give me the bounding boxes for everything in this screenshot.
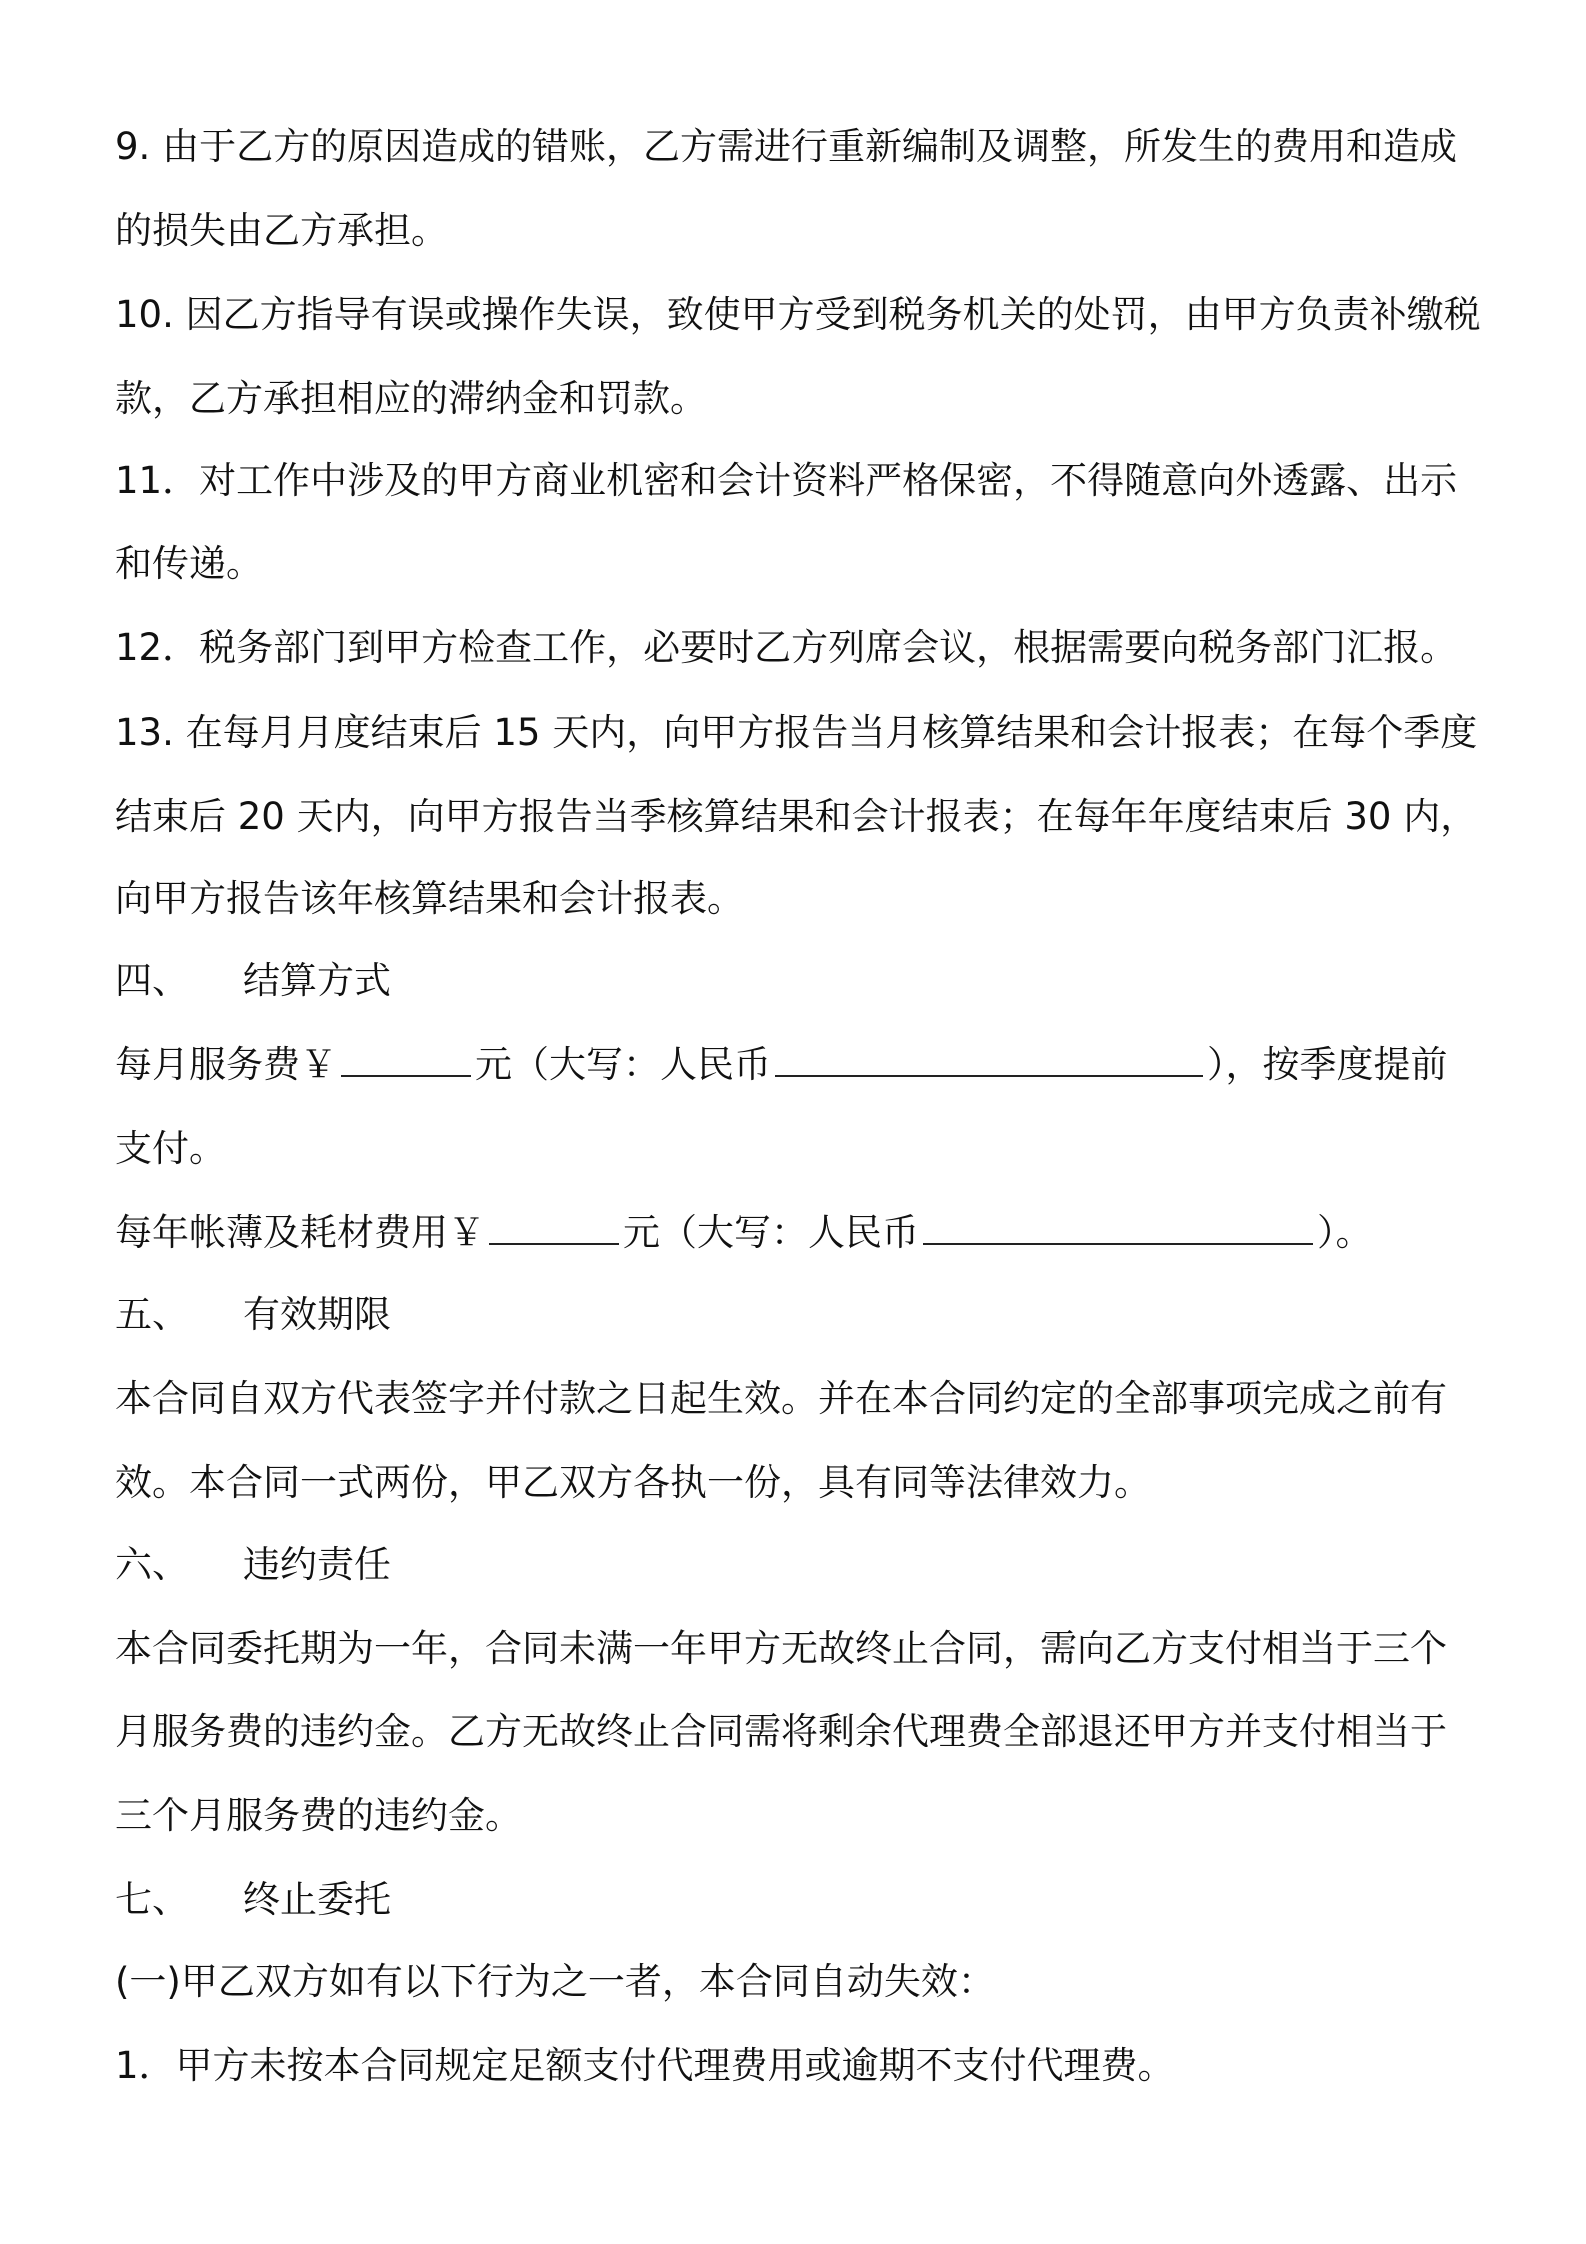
monthly-fee-line-2: 支付。 [115, 1127, 226, 1170]
clause-11-line-1: 11．对工作中涉及的甲方商业机密和会计资料严格保密，不得随意向外透露、出示 [115, 459, 1458, 502]
section-7-subsection-1: (一)甲乙双方如有以下行为之一者，本合同自动失效： [115, 1960, 995, 2003]
material-fee-label: 每年帐薄及耗材费用￥ [115, 1211, 485, 1254]
monthly-fee-label: 每月服务费￥ [115, 1043, 337, 1086]
clause-9-line-2: 的损失由乙方承担。 [115, 209, 448, 252]
section-4-heading [115, 955, 391, 1007]
clause-12-line-1: 12．税务部门到甲方检查工作，必要时乙方列席会议，根据需要向税务部门汇报。 [115, 626, 1458, 669]
section-6-number: 六、 [115, 1543, 189, 1586]
clause-10-line-1: 10. 因乙方指导有误或操作失误，致使甲方受到税务机关的处罚，由甲方负责补缴税 [115, 293, 1481, 336]
clause-13-line-3: 向甲方报告该年核算结果和会计报表。 [115, 877, 744, 920]
section-6-line-2: 月服务费的违约金。乙方无故终止合同需将剩余代理费全部退还甲方并支付相当于 [115, 1710, 1447, 1753]
material-fee-line [115, 1207, 1373, 1259]
section-4-title: 结算方式 [243, 959, 391, 1002]
section-5-heading [115, 1289, 391, 1341]
section-5-line-2: 效。本合同一式两份，甲乙双方各执一份，具有同等法律效力。 [115, 1461, 1151, 1504]
monthly-fee-tail: ），按季度提前 [1207, 1043, 1448, 1086]
material-fee-capital-label: 元（大写：人民币 [623, 1211, 919, 1254]
clause-13-line-2: 结束后 20 天内，向甲方报告当季核算结果和会计报表；在每年年度结束后 30 内， [115, 795, 1478, 838]
clause-13-line-1: 13. 在每月月度结束后 15 天内，向甲方报告当月核算结果和会计报表；在每个季度 [115, 711, 1478, 754]
monthly-fee-amount-blank[interactable] [341, 1045, 471, 1077]
section-5-number: 五、 [115, 1293, 189, 1336]
section-7-number: 七、 [115, 1878, 189, 1921]
section-6-heading [115, 1539, 391, 1591]
section-5-line-1: 本合同自双方代表签字并付款之日起生效。并在本合同约定的全部事项完成之前有 [115, 1377, 1447, 1420]
section-7-title: 终止委托 [243, 1878, 391, 1921]
monthly-fee-line [115, 1039, 1448, 1091]
clause-9-line-1: 9. 由于乙方的原因造成的错账，乙方需进行重新编制及调整，所发生的费用和造成 [115, 125, 1458, 168]
section-6-title: 违约责任 [243, 1543, 391, 1586]
clause-11-line-2: 和传递。 [115, 542, 263, 585]
monthly-fee-capital-label: 元（大写：人民币 [475, 1043, 771, 1086]
material-fee-tail: ）。 [1317, 1211, 1373, 1254]
section-4-number: 四、 [115, 959, 189, 1002]
section-7-heading [115, 1874, 391, 1926]
section-6-line-3: 三个月服务费的违约金。 [115, 1794, 522, 1837]
monthly-fee-capital-blank[interactable] [775, 1045, 1203, 1077]
section-6-line-1: 本合同委托期为一年，合同未满一年甲方无故终止合同，需向乙方支付相当于三个 [115, 1627, 1447, 1670]
section-7-item-1: 1．甲方未按本合同规定足额支付代理费用或逾期不支付代理费。 [115, 2044, 1175, 2087]
material-fee-capital-blank[interactable] [923, 1213, 1313, 1245]
material-fee-amount-blank[interactable] [489, 1213, 619, 1245]
clause-10-line-2: 款，乙方承担相应的滞纳金和罚款。 [115, 377, 707, 420]
section-5-title: 有效期限 [243, 1293, 391, 1336]
